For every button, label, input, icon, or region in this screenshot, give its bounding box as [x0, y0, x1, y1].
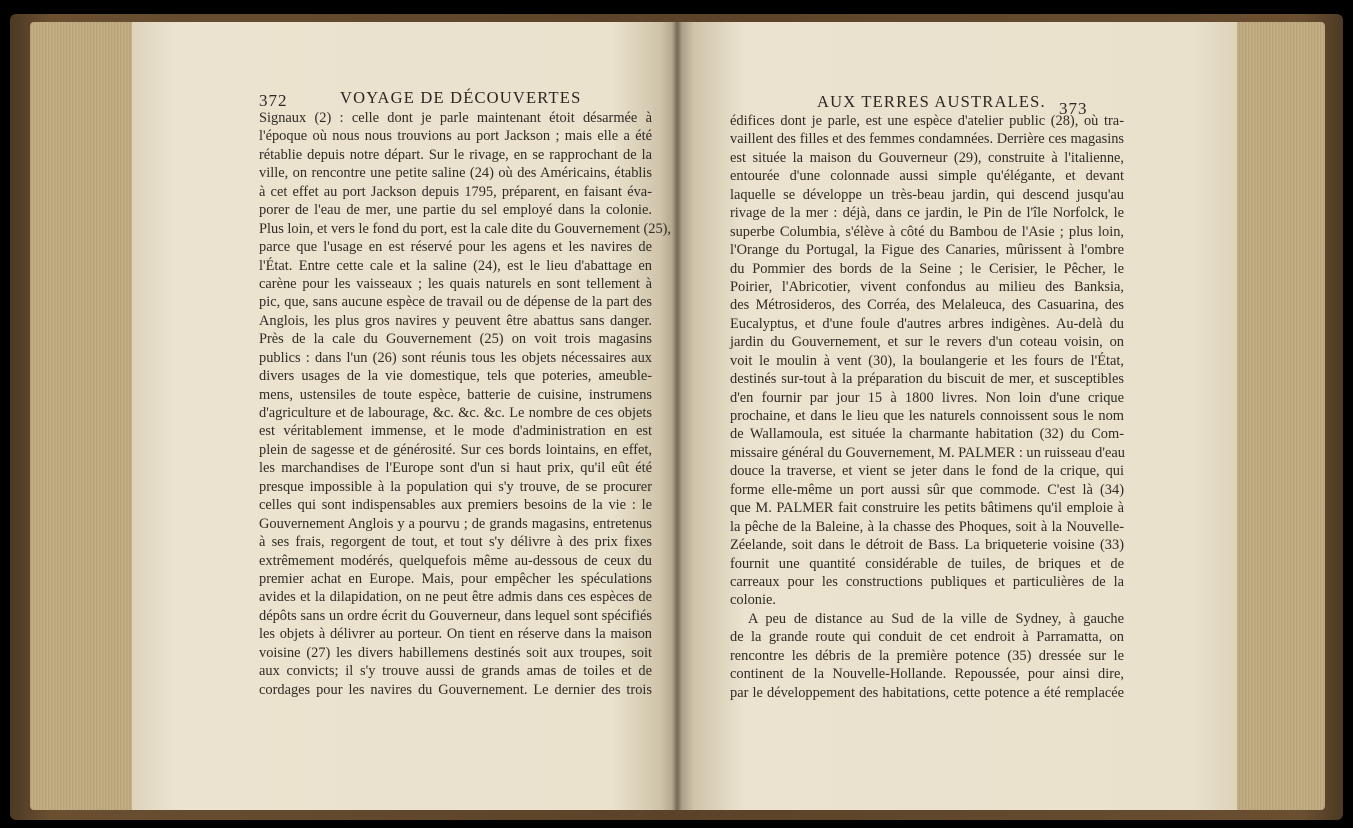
text-line: aux convicts; il s'y trouve aussi de grands amas de toiles et de: [259, 663, 652, 680]
text-line: du Pommier des bords de la Seine ; le Cerisier, le Pêcher, le: [730, 260, 1124, 277]
text-line: l'Orange du Portugal, la Figue des Canaries, mûrissent à l'ombre: [730, 242, 1124, 259]
right-running-head: AUX TERRES AUSTRALES.: [817, 92, 1046, 111]
text-line: l'État. Entre cette cale et la saline (24), est le lieu d'abattage en: [259, 257, 652, 274]
text-line: vaillent des filles et des femmes condamnées. Derrière ces magasins: [730, 131, 1124, 148]
text-line: entourée d'une colonnade aussi simple qu'élégante, et devant: [730, 168, 1124, 185]
text-line: douce la traverse, et vient se jeter dans le fond de la crique, qui: [730, 463, 1124, 480]
text-line: continent de la Nouvelle-Hollande. Repoussée, pour ainsi dire,: [730, 666, 1124, 683]
text-line: Plus loin, et vers le fond du port, est la cale dite du Gouvernement (25),: [259, 220, 672, 237]
text-line: rétablie depuis notre départ. Sur le rivage, en se rapprochant de la: [259, 146, 652, 163]
text-line: publics : dans l'un (26) sont réunis tous les objets nécessaires aux: [259, 349, 652, 366]
right-page: [677, 22, 1237, 810]
text-line: Zéelande, soit dans le détroit de Bass. La briqueterie voisine (33): [730, 537, 1124, 554]
left-running-head: VOYAGE DE DÉCOUVERTES: [340, 88, 582, 107]
text-line: carreaux pour les constructions publiques et particulières de la: [730, 573, 1124, 590]
text-line: pic, que, sans aucune espèce de travail ou de dépense de la part des: [259, 294, 652, 311]
text-line: rivage de la mer : déjà, dans ce jardin, le Pin de l'île Norfolck, le: [730, 205, 1124, 222]
text-line: que M. PALMER fait construire les petits bâtimens qu'il emploie à: [730, 500, 1124, 517]
text-line: porer de l'eau de mer, une partie du sel employé dans la colonie.: [259, 202, 652, 219]
text-line: Signaux (2) : celle dont je parle maintenant étoit désarmée à: [259, 110, 652, 126]
text-line: superbe Columbia, s'élève à côté du Bambou de l'Asie ; plus loin,: [730, 223, 1124, 240]
text-line: celles qui sont indispensables aux premiers besoins de la vie : le: [259, 497, 652, 514]
book-gutter: [672, 22, 682, 810]
text-line: plein de sagesse et de générosité. Sur ces bords lointains, en effet,: [259, 441, 652, 458]
text-line: de la grande route qui conduit de cet endroit à Parramatta, on: [730, 629, 1124, 646]
left-body-text: [259, 109, 672, 699]
text-line: l'époque où nous nous trouvions au port Jackson ; mais elle a été: [259, 128, 652, 145]
text-line: rencontre les débris de la première potence (35) dressée sur le: [730, 647, 1124, 664]
text-line: jardin du Gouvernement, et sur le revers d'un coteau voisin, on: [730, 334, 1124, 351]
text-line: voisine (27) les divers habillemens destinés soit aux troupes, soit: [259, 644, 652, 661]
text-line: avides et la dilapidation, on ne peut être admis dans ces espèces de: [259, 589, 652, 606]
right-page-number: 373: [1059, 99, 1088, 118]
text-line: cordages pour les navires du Gouvernement. Le dernier des trois: [259, 681, 652, 698]
text-line: à ses frais, regorgent de tout, et tout s'y délivre à des prix fixes: [259, 534, 652, 551]
text-line: mens, ustensiles de toute espèce, batterie de cuisine, instrumens: [259, 386, 652, 403]
text-line: par le développement des habitations, cette potence a été remplacée: [730, 684, 1124, 701]
right-body-text: [730, 112, 1124, 702]
text-line: d'en fournir par jour 15 à 1800 livres. Non loin d'une crique: [730, 389, 1124, 406]
text-line: laquelle se développe un très-beau jardin, qui descend jusqu'au: [730, 186, 1124, 203]
text-line: édifices dont je parle, est une espèce d'atelier public (28), où tra-: [730, 113, 1124, 129]
text-line: Gouvernement Anglois y a pourvu ; de grands magasins, entretenus: [259, 515, 652, 532]
text-line: d'agriculture et de labourage, &c. &c. &c. Le nombre de ces objets: [259, 405, 652, 421]
text-line: la pêche de la Baleine, à la chasse des Phoques, soit à la Nouvelle-: [730, 518, 1124, 535]
text-line: extrêmement modérés, quelquefois même au-dessous de ceux du: [259, 552, 652, 569]
text-line: Eucalyptus, et d'une foule d'autres arbres indigènes. Au-delà du: [730, 315, 1124, 332]
text-line: fournit une quantité considérable de tuiles, de briques et de: [730, 555, 1124, 572]
text-line: Poirier, l'Abricotier, vivent confondus au milieu des Banksia,: [730, 278, 1124, 295]
text-line: Près de la cale du Gouvernement (25) on voit trois magasins: [259, 331, 652, 348]
text-line: les marchandises de l'Europe sont d'un si haut prix, qu'il eût été: [259, 460, 652, 477]
text-line: est véritablement immense, et le mode d'administration en est: [259, 423, 652, 440]
text-line: voit le moulin à vent (30), la boulangerie et les fours de l'État,: [730, 352, 1124, 369]
text-line: colonie.: [730, 592, 776, 609]
right-page-edges: [1230, 22, 1325, 810]
text-line: forme elle-même un port aussi sûr que commode. C'est là (34): [730, 481, 1124, 498]
text-line: Anglois, les plus gros navires y peuvent être abattus sans danger.: [259, 312, 652, 329]
text-line: à cet effet au port Jackson depuis 1795, préparent, en faisant éva-: [259, 183, 652, 200]
left-page: [132, 22, 677, 810]
text-line: destinés sur-tout à la préparation du biscuit de mer, et susceptibles: [730, 371, 1124, 388]
left-page-edges: [30, 22, 140, 810]
text-line: A peu de distance au Sud de la ville de Sydney, à gauche: [748, 610, 1124, 627]
text-line: les objets à délivrer au porteur. On tient en réserve dans la maison: [259, 626, 652, 643]
text-line: des Métrosideros, des Corréa, des Melaleuca, des Casuarina, des: [730, 297, 1124, 314]
text-line: missaire général du Gouvernement, M. PALMER : un ruisseau d'eau: [730, 444, 1125, 461]
text-line: carène pour les vaisseaux ; les quais naturels en sont tellement à: [259, 275, 652, 292]
left-page-number: 372: [259, 91, 288, 110]
text-line: parce que l'usage en est réservé pour les agens et les navires de: [259, 239, 652, 256]
text-line: presque impossible à la population qui s'y trouve, de se procurer: [259, 478, 652, 495]
text-line: de Wallamoula, est située la charmante habitation (32) du Com-: [730, 426, 1124, 443]
text-line: premier achat en Europe. Mais, pour empêcher les spéculations: [259, 570, 652, 587]
text-line: prochaine, et dans le lieu que les naturels connoissent sous le nom: [730, 408, 1124, 424]
text-line: divers usages de la vie domestique, tels que poteries, ameuble-: [259, 368, 652, 385]
text-line: est située la maison du Gouverneur (29), construite à l'italienne,: [730, 149, 1124, 166]
text-line: ville, on rencontre une petite saline (24) où des Américains, établis: [259, 165, 652, 182]
text-line: dépôts sans un ordre écrit du Gouverneur, dans lequel sont spécifiés: [259, 607, 652, 624]
